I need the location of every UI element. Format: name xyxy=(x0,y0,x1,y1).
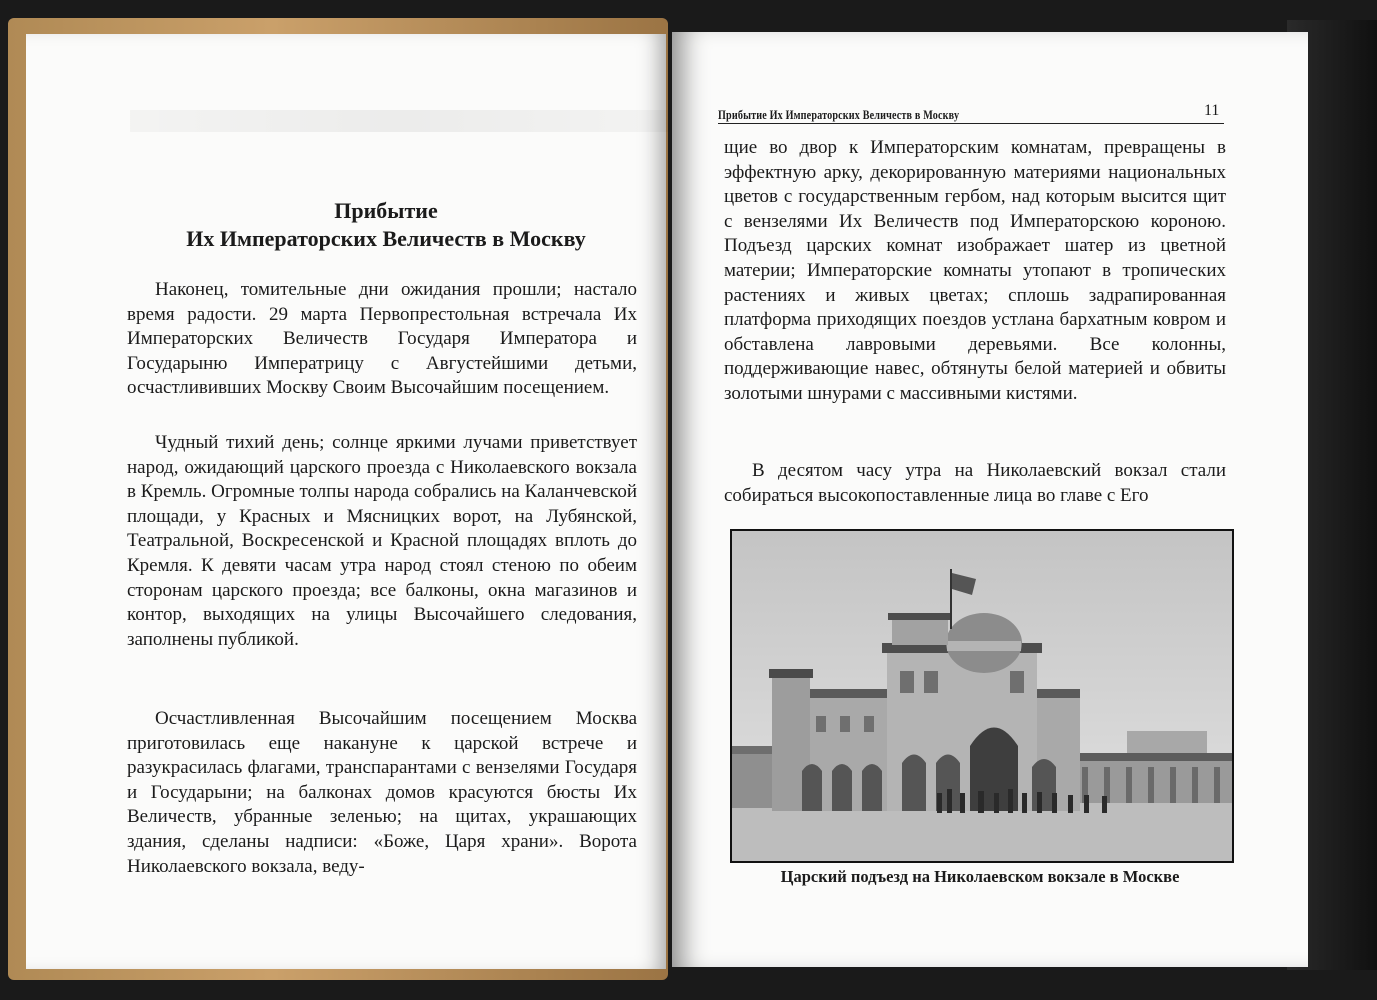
right-page xyxy=(672,32,1308,967)
left-running-head-bleed xyxy=(130,110,670,132)
station-illustration xyxy=(732,531,1232,861)
left-paragraph-1: Наконец, томительные дни ожидания прошли; настало время радости. 29 марта Первопрестольная встречала Их Императорских Величеств Государя Императора и Государыню Императрицу с Августейшими детьми, осчастлививших Москву Своим Высочайшим посещением. xyxy=(127,279,637,399)
photo-caption: Царский подъезд на Николаевском вокзале в Москве xyxy=(780,867,1180,886)
left-paragraph-2: Чудный тихий день; солнце яркими лучами приветствует народ, ожидающий царского проезда с Николаевского вокзала в Кремль. Огромные толпы народа собрались на Каланчевской площади, у Красных и Мясницких ворот, на Лубянской, Театральной, Воскресенской и Красной площадях вплоть до Кремля. К девяти часам утра народ стоял стеною по обеим сторонам царского проезда; все балконы, окна магазинов и контор, выходящих на улицы Высочайшего следования, заполнены публикой. xyxy=(127,432,637,650)
station-photo xyxy=(730,529,1234,863)
left-page xyxy=(26,34,666,969)
page-number: 11 xyxy=(1204,102,1220,119)
right-paragraph-2: В десятом часу утра на Николаевский вокзал стали собираться высокопоставленные лица во главе с Его xyxy=(724,460,1226,506)
chapter-title-line1: Прибытие xyxy=(334,198,438,223)
left-paragraph-3: Осчастливленная Высочайшим посещением Москва приготовилась еще накануне к царской встрече и разукрасилась флагами, транспарантами с вензелями Государя и Государыни; на балконах домов красуются бюсты Их Величеств, убранные зеленью; на щитах, украшающих здания, сделаны надписи: «Боже, Царя храни». Ворота Николаевского вокзала, веду- xyxy=(127,708,637,877)
right-paragraph-1: щие во двор к Императорским комнатам, превращены в эффектную арку, декорированную материями национальных цветов с государственным гербом, над которым высится щит с вензелями Их Величеств под Императорскою короною. Подъезд царских комнат изображает шатер из цветной материи; Императорские комнаты утопают в тропических растениях и живых цветах; сплошь задрапированная платформа приходящих поездов устлана бархатным ковром и обставлена лавровыми деревьями. Все колонны, поддерживающие навес, обтянуты белой материей и обвиты золотыми шнурами с массивными кистями. xyxy=(724,137,1226,404)
chapter-title-line2: Их Императорских Величеств в Москву xyxy=(186,226,586,251)
header-rule xyxy=(718,123,1224,124)
running-head: Прибытие Их Императорских Величеств в Москву xyxy=(718,107,960,122)
